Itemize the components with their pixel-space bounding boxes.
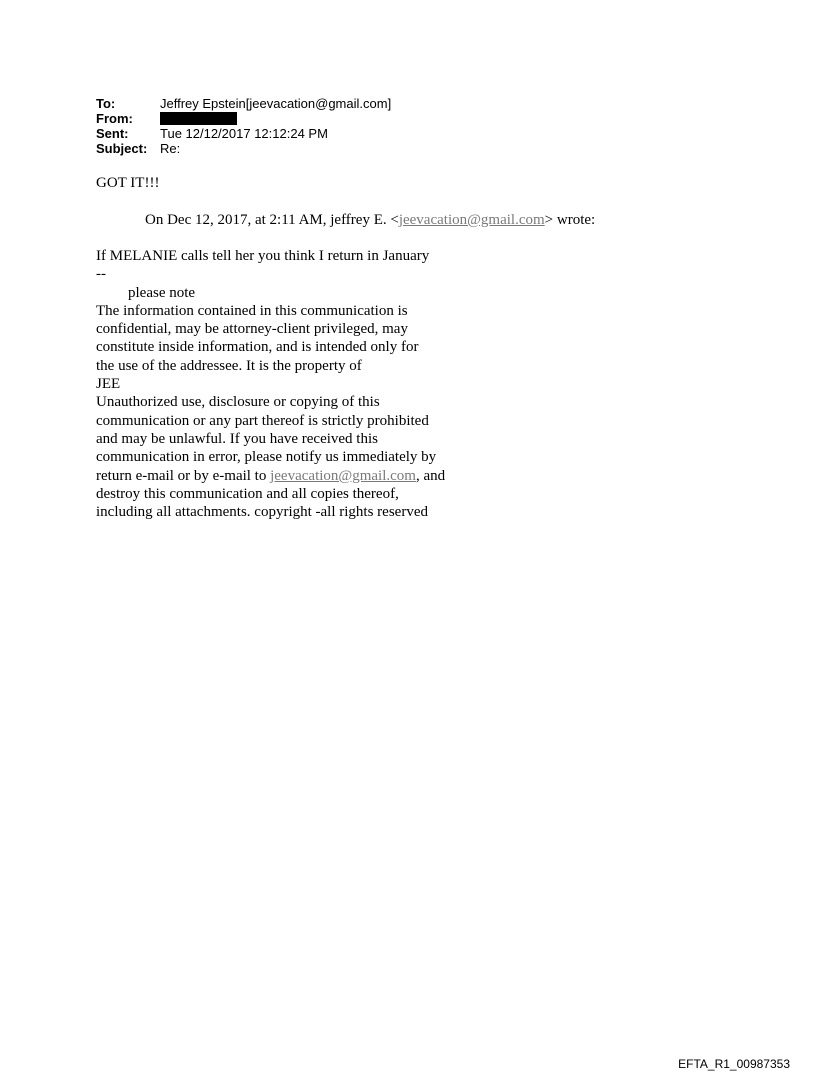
quote-email-link[interactable]: jeevacation@gmail.com: [398, 212, 545, 228]
subject-value: Re:: [160, 141, 181, 156]
return-email-link[interactable]: jeevacation@gmail.com: [270, 467, 416, 484]
document-id: EFTA_R1_00987353: [678, 1057, 790, 1071]
email-header: [96, 96, 391, 156]
return-line-prefix: return e-mail or by e-mail to: [96, 467, 271, 484]
signature-separator: --: [96, 266, 106, 283]
to-row: [96, 96, 391, 111]
quote-prefix: On Dec 12, 2017, at 2:11 AM, jeffrey E. <: [145, 212, 399, 228]
disclaimer-line: including all attachments. copyright -all rights reserved: [96, 504, 428, 521]
disclaimer-line: JEE: [96, 376, 121, 393]
subject-row: [96, 141, 391, 156]
quote-suffix: > wrote:: [544, 212, 596, 228]
sent-label: Sent:: [96, 126, 129, 141]
to-label: To:: [96, 96, 116, 111]
disclaimer-return-line: [96, 467, 445, 485]
to-value: Jeffrey Epstein[jeevacation@gmail.com]: [160, 96, 392, 111]
from-label: From:: [96, 111, 133, 126]
message-body: [96, 247, 445, 521]
disclaimer-line: the use of the addressee. It is the property of: [96, 357, 362, 374]
disclaimer-line: communication in error, please notify us immediately by: [96, 449, 437, 466]
disclaimer-line: communication or any part thereof is strictly prohibited: [96, 412, 429, 429]
quote-attribution: [145, 211, 595, 229]
note-heading: please note: [128, 284, 196, 301]
from-row: [96, 111, 391, 126]
greeting: GOT IT!!!: [96, 175, 160, 191]
disclaimer-line: confidential, may be attorney-client privileged, may: [96, 321, 408, 338]
sent-value: Tue 12/12/2017 12:12:24 PM: [160, 126, 328, 141]
disclaimer-line: and may be unlawful. If you have received this: [96, 430, 378, 447]
message-line: If MELANIE calls tell her you think I return in January: [96, 248, 430, 264]
from-redaction-box: [160, 112, 237, 125]
disclaimer-line: The information contained in this communication is: [96, 302, 408, 319]
subject-label: Subject:: [96, 141, 148, 156]
sent-row: [96, 126, 391, 141]
disclaimer-line: constitute inside information, and is intended only for: [96, 339, 419, 356]
disclaimer-line: destroy this communication and all copies thereof,: [96, 485, 399, 502]
disclaimer-line: Unauthorized use, disclosure or copying of this: [96, 394, 380, 411]
return-line-suffix: , and: [415, 467, 446, 484]
